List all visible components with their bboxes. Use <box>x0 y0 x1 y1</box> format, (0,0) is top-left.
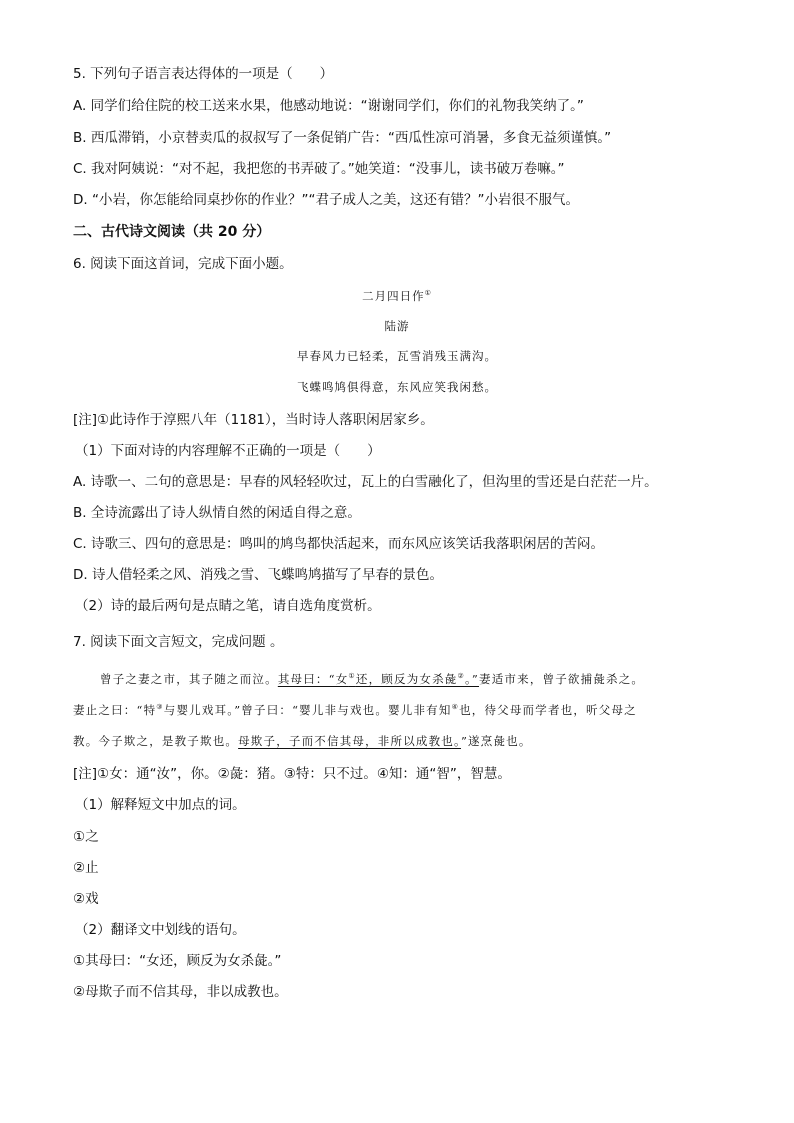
q7-sub1-item-1: ①之 <box>73 829 99 845</box>
q7-sub1-stem: （1）解释短文中加点的词。 <box>75 797 246 813</box>
passage-text: 妻止之曰：“特 <box>73 703 157 717</box>
passage-text: 还，顾反为女杀彘 <box>355 672 458 686</box>
q7-note: [注]①女：通“汝”，你。②彘：猪。③特：只不过。④知：通“智”，智慧。 <box>73 766 511 782</box>
poem-title-text: 二月四日作 <box>362 289 425 303</box>
note-mark: ② <box>457 672 465 681</box>
q5-option-d: D. “小岩，你怎能给同桌抄你的作业？”“君子成人之美，这还有错？”小岩很不服气。 <box>73 192 579 208</box>
note-mark: ① <box>348 672 356 681</box>
q7-sub2-stem: （2）翻译文中划线的语句。 <box>75 922 246 938</box>
q7-sub1-item-2: ②止 <box>73 860 99 876</box>
passage-text: ”遂烹彘也。 <box>460 734 532 748</box>
section-heading: 二、古代诗文阅读（共 20 分） <box>73 224 271 240</box>
poem-line-1: 早春风力已轻柔，瓦雪消残玉满沟。 <box>297 349 497 363</box>
q7-sub2-item-2: ②母欺子而不信其母，非以成教也。 <box>73 984 288 1000</box>
passage-text: 也，待父母而学者也，听父母之 <box>459 703 637 717</box>
underlined-sentence-2: 母欺子，子而不信其母，非所以成教也。 <box>238 734 461 748</box>
passage-text: 其母曰：“女 <box>277 672 349 686</box>
passage-text: 曾子之妻之市，其子随之而泣。 <box>100 672 278 686</box>
q6-sub1-option-b: B. 全诗流露出了诗人纵情自然的闲适自得之意。 <box>73 505 361 521</box>
q5-option-b: B. 西瓜滞销，小京替卖瓜的叔叔写了一条促销广告：“西瓜性凉可消暑，多食无益须谨慎。” <box>73 130 612 146</box>
q7-sub2-item-1: ①其母曰：“女还，顾反为女杀彘。” <box>73 953 282 969</box>
q6-sub2: （2）诗的最后两句是点睛之笔，请自选角度赏析。 <box>75 598 381 614</box>
q7-stem: 7. 阅读下面文言短文，完成问题 。 <box>73 634 284 650</box>
passage-line-3 <box>73 732 723 750</box>
passage-line-2 <box>73 701 723 719</box>
note-mark: ④ <box>451 703 460 712</box>
passage-text: 妻适市来，曾子欲捕彘杀之。 <box>479 672 645 686</box>
q6-stem: 6. 阅读下面这首词，完成下面小题。 <box>73 256 293 272</box>
poem-title-note-mark: ① <box>424 289 432 298</box>
poem-author: 陆游 <box>384 319 410 333</box>
poem-title <box>0 287 794 305</box>
q5-stem: 5. 下列句子语言表达得体的一项是（ ） <box>73 66 334 82</box>
q6-sub1-option-a: A. 诗歌一、二句的意思是：早春的风轻轻吹过，瓦上的白雪融化了，但沟里的雪还是白茫茫一片。 <box>73 474 658 490</box>
q6-sub1-option-d: D. 诗人借轻柔之风、消残之雪、飞蝶鸣鸠描写了早春的景色。 <box>73 567 443 583</box>
passage-text: 教。今子欺之，是教子欺也。 <box>73 734 239 748</box>
note-mark: ③ <box>156 703 164 712</box>
q5-option-a: A. 同学们给住院的校工送来水果，他感动地说：“谢谢同学们，你们的礼物我笑纳了。” <box>73 98 584 114</box>
q6-sub1-stem: （1）下面对诗的内容理解不正确的一项是（ ） <box>75 443 381 459</box>
passage-line-1 <box>100 670 725 688</box>
passage-text: 。” <box>464 672 480 686</box>
q6-sub1-option-c: C. 诗歌三、四句的意思是：鸣叫的鸠鸟都快活起来，而东风应该笑话我落职闲居的苦闷。 <box>73 536 605 552</box>
poem-line-2: 飞蝶鸣鸠俱得意，东风应笑我闲愁。 <box>297 380 497 394</box>
q7-sub1-item-3: ②戏 <box>73 891 99 907</box>
underlined-sentence-1 <box>278 672 479 686</box>
q6-note: [注]①此诗作于淳熙八年（1181），当时诗人落职闲居家乡。 <box>73 412 434 428</box>
q5-option-c: C. 我对阿姨说：“对不起，我把您的书弄破了。”她笑道：“没事儿，读书破万卷嘛。” <box>73 161 565 177</box>
passage-text: 与婴儿戏耳。”曾子曰：“婴儿非与戏也。婴儿非有知 <box>163 703 452 717</box>
